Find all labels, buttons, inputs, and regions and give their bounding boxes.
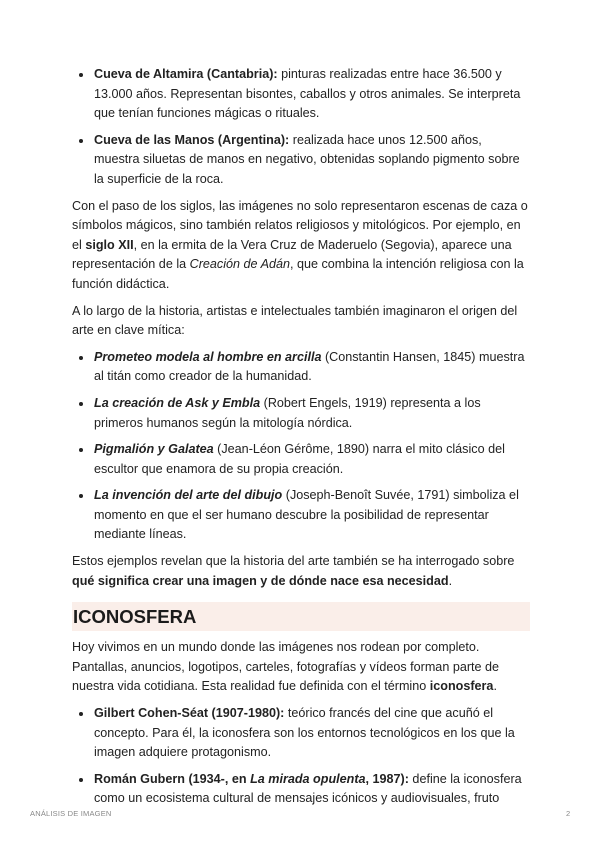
paragraph-iconosfera: Hoy vivimos en un mundo donde las imágenes nos rodean por completo. Pantallas, anuncios, logotipos, carteles, fotografías y vídeos forman parte de nuestra vida cotidiana. Esta realidad fue definida con el término iconosfera.: [72, 640, 500, 694]
list-item: Gilbert Cohen-Séat (1907-1980): teórico francés del cine que acuñó el concepto. Para él, la iconosfera son los entornos tecnológicos en los que la imagen adquiere protagonismo.: [72, 704, 530, 763]
document-page: [72, 65, 530, 816]
list-item: Cueva de las Manos (Argentina): realizada hace unos 12.500 años, muestra siluetas de manos en negativo, obtenidas soplando pigmento sobre la superficie de la roca.: [72, 131, 530, 190]
list-item: Cueva de Altamira (Cantabria): pinturas realizadas entre hace 36.500 y 13.000 años. Representan bisontes, caballos y otros animales. Se interpreta que tenían funciones mágicas o rituales.: [72, 65, 530, 124]
section-heading: ICONOSFERA: [72, 602, 530, 631]
paragraph-myth-intro: A lo largo de la historia, artistas e intelectuales también imaginaron el origen del arte en clave mítica:: [72, 303, 518, 338]
list-item: La invención del arte del dibujo (Joseph-Benoît Suvée, 1791) simboliza el momento en que el ser humano descubre la posibilidad de representar mediante líneas.: [72, 486, 530, 545]
caves-list: [72, 65, 530, 190]
paragraph-religious: Con el paso de los siglos, las imágenes no solo representaron escenas de caza o símbolos mágicos, sino también relatos religiosos y mitológicos. Por ejemplo, en el siglo XII, en la ermita de la Vera Cruz de Maderuelo (Segovia), aparece una representación de la Creación de Adán, que combina la intención religiosa con la función didáctica.: [72, 198, 528, 291]
list-item: Pigmalión y Galatea (Jean-Léon Gérôme, 1890) narra el mito clásico del escultor que enamora de su propia creación.: [72, 440, 530, 479]
authors-list: [72, 704, 530, 809]
paragraph-conclusion: Estos ejemplos revelan que la historia del arte también se ha interrogado sobre qué significa crear una imagen y de dónde nace esa necesidad.: [72, 554, 515, 588]
list-item: Román Gubern (1934-, en La mirada opulenta, 1987): define la iconosfera como un ecosistema cultural de mensajes icónicos y audiovisuales, fruto: [72, 770, 530, 809]
list-item: Prometeo modela al hombre en arcilla (Constantin Hansen, 1845) muestra al titán como creador de la humanidad.: [72, 348, 530, 387]
footer-title: ANÁLISIS DE IMAGEN: [30, 809, 112, 818]
page-number: 2: [566, 809, 571, 818]
list-item: La creación de Ask y Embla (Robert Engels, 1919) representa a los primeros humanos según la mitología nórdica.: [72, 394, 530, 433]
myths-list: [72, 348, 530, 545]
